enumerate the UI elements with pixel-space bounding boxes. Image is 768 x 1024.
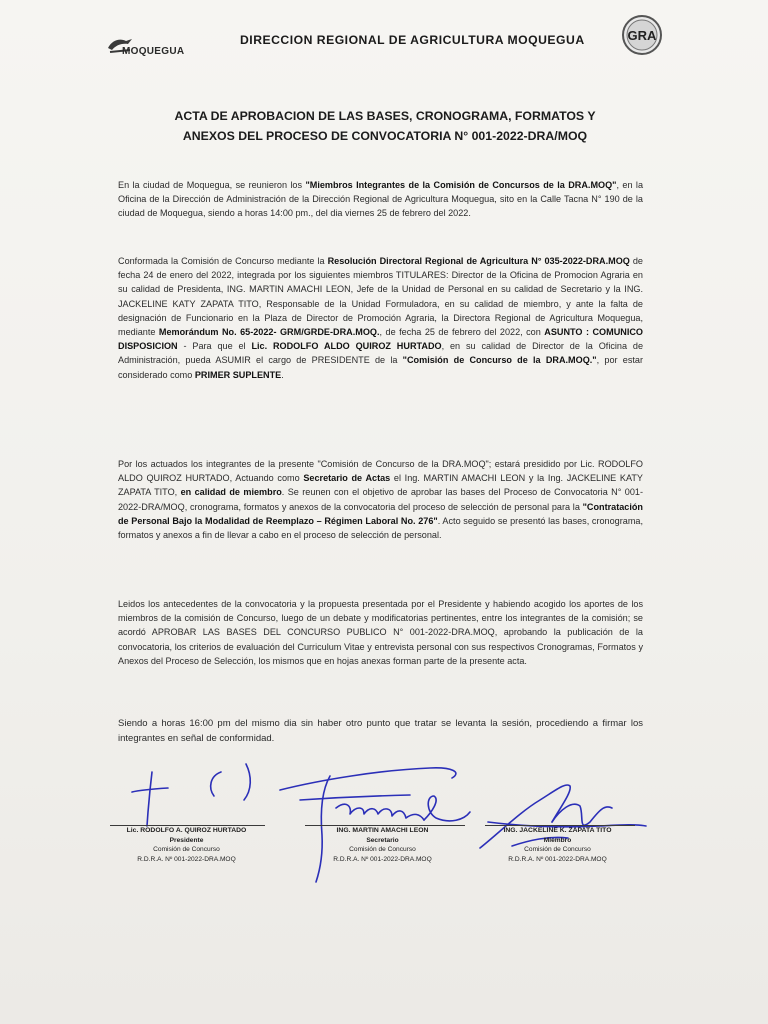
p2-memorandum: Memorándum No. 65-2022- GRM/GRDE-DRA.MOQ. (158, 327, 380, 338)
signer-1-committee: Comisión de Concurso (153, 846, 220, 853)
signer-2-committee: Comisión de Concurso (349, 846, 416, 853)
signer-3-committee: Comisión de Concurso (524, 846, 591, 853)
signature-1-stroke-d (244, 764, 250, 800)
signer-1-resolution: R.D.R.A. Nº 001-2022-DRA.MOQ (137, 855, 236, 863)
p2-text-c: de fecha 24 de enero del 2022, integrada por los siguientes miembros TITULARES: Director de la Oficina de Promocion Agraria en su calidad de Presidenta, ING. MARTIN AMACHI LEON, Jefe de la Unidad de Personal en su calidad de Secretario y la ING. JACKELINE KATY ZAPATA TITO, Responsable de la Unidad Formuladora, en su calidad de miembro, y ante la falta de designación de Funcionario en la Plaza de Director de Promoción Agraria, la Directora Regional de Agricultura Moquegua, mediante (118, 256, 643, 338)
signature-2-stroke-a (280, 768, 456, 790)
p2-text-e: , de fecha 25 de febrero del 2022, con (379, 327, 545, 338)
p2-president-name: Lic. RODOLFO ALDO QUIROZ HURTADO (251, 341, 442, 352)
signer-1-name: Lic. RODOLFO A. QUIROZ HURTADO (126, 827, 247, 834)
signer-2-resolution: R.D.R.A. Nº 001-2022-DRA.MOQ (333, 855, 432, 863)
p3-secretary: Secretario de Actas (303, 473, 391, 484)
p1-text-c: , en la Oficina de la Dirección de Administración de la Dirección Regional de Agricultura Moquegua, sito en la Calle Tacna N° 190 de la ciudad de Moquegua, siendo a horas 14:00 pm., del dia viernes 25 de febrero del 2022. (118, 180, 643, 219)
signature-block-member (475, 826, 640, 864)
paragraph-meeting (118, 178, 643, 221)
signature-1-stroke-b (132, 788, 168, 792)
signer-1-role: Presidente (169, 836, 204, 844)
header-title: DIRECCION REGIONAL DE AGRICULTURA MOQUEGUA (240, 33, 585, 47)
logo-wordmark: MOQUEGUA (122, 46, 185, 57)
signature-2-stroke-d (336, 804, 424, 820)
signer-3-resolution: R.D.R.A. Nº 001-2022-DRA.MOQ (508, 855, 607, 863)
paragraph-closing: Siendo a horas 16:00 pm del mismo dia sin haber otro punto que tratar se levanta la sesión, procediendo a firmar los integrantes en señal de conformidad. (118, 718, 643, 744)
document-title (100, 106, 670, 146)
signature-block-secretary (300, 826, 465, 864)
p1-committee-name: "Miembros Integrantes de la Comisión de Concursos de la DRA.MOQ" (305, 180, 617, 190)
p2-resolution: Resolución Directoral Regional de Agricultura N° 035-2022-DRA.MOQ (327, 256, 630, 266)
p3-text-c: el Ing. MARTIN AMACHI LEON y la Ing. JACKELINE KATY ZAPATA TITO, (118, 473, 643, 498)
seal-text: GRA (627, 28, 657, 43)
p3-member: en calidad de miembro (180, 487, 282, 498)
paragraph-proceedings (118, 457, 643, 542)
p2-text-m: . (281, 369, 284, 380)
title-line-1: ACTA DE APROBACION DE LAS BASES, CRONOGRAMA, FORMATOS Y (174, 109, 596, 123)
signature-block-president (104, 826, 269, 864)
p3-contract-title: "Contratación de Personal Bajo la Modalidad de Reemplazo – Régimen Laboral No. 276" (118, 501, 643, 526)
p3-text-e: . Se reunen con el objetivo de aprobar las bases del Proceso de Convocatoria N° 001-2022-DRA/MOQ, cronograma, formatos y anexos de la convocatoria del proceso de selección de personal para la (118, 487, 643, 512)
gra-seal-icon (621, 14, 663, 56)
signer-3-name: ING. JACKELINE K. ZAPATA TITO (503, 827, 612, 834)
signer-2-role: Secretario (366, 836, 399, 844)
signature-3-stroke-c (552, 804, 612, 825)
paragraph-approval: Leidos los antecedentes de la convocatoria y la propuesta presentada por el Presidente y habiendo acogido los aportes de los miembros de la comisión de Concurso, luego de un debate y modificatorias pertinentes, entre los integrantes de la comisión; se acordó APROBAR LAS BASES DEL CONCURSO PUBLICO N° 001-2022-DRA.MOQ, aprobando la publicación de la convocatoria, los criterios de evaluación del Curriculum Vitae y entrevista personal con sus respectivos Cronogramas, Formatos y Anexos del Proceso de Selección, los mismos que en hojas anexas forman parte de la presente acta. (118, 599, 643, 666)
title-line-2: ANEXOS DEL PROCESO DE CONVOCATORIA N° 001-2022-DRA/MOQ (182, 129, 588, 143)
p2-text-g: - Para que el (177, 341, 252, 352)
p2-text-a: Conformada la Comisión de Concurso mediante la (118, 256, 328, 266)
p3-text-g: . Acto seguido se presentó las bases, cronograma, formatos y anexos a fin de llevar a cabo en el proceso de selección de personal. (118, 515, 643, 541)
p2-text-i: , en su calidad de Director de la Oficina de Administración, pueda ASUMIR el cargo de PRESIDENTE de la (118, 341, 644, 366)
signature-2-stroke-c (300, 795, 410, 800)
signature-2-stroke-e (424, 796, 470, 821)
p1-text-a: En la ciudad de Moquegua, se reunieron los (118, 180, 306, 190)
signature-1-stroke-c (211, 772, 221, 796)
p2-suplente: PRIMER SUPLENTE (194, 369, 282, 380)
signature-1-stroke-a (147, 772, 152, 826)
p3-text-a: Por los actuados los integrantes de la presente "Comisión de Concurso de la DRA.MOQ"; estará presidido por Lic. RODOLFO ALDO QUIROZ HURTADO, Actuando como (118, 459, 643, 484)
p2-asunto: ASUNTO : COMUNICO DISPOSICION (118, 327, 643, 352)
p2-text-k: , por estar considerado como (118, 355, 643, 380)
signer-3-role: Miembro (543, 836, 572, 844)
paragraph-conformation (118, 254, 643, 382)
signer-2-name: ING. MARTIN AMACHI LEON (336, 827, 429, 834)
moquegua-logo (106, 34, 218, 64)
p2-commission: "Comisión de Concurso de la DRA.MOQ." (402, 355, 597, 366)
